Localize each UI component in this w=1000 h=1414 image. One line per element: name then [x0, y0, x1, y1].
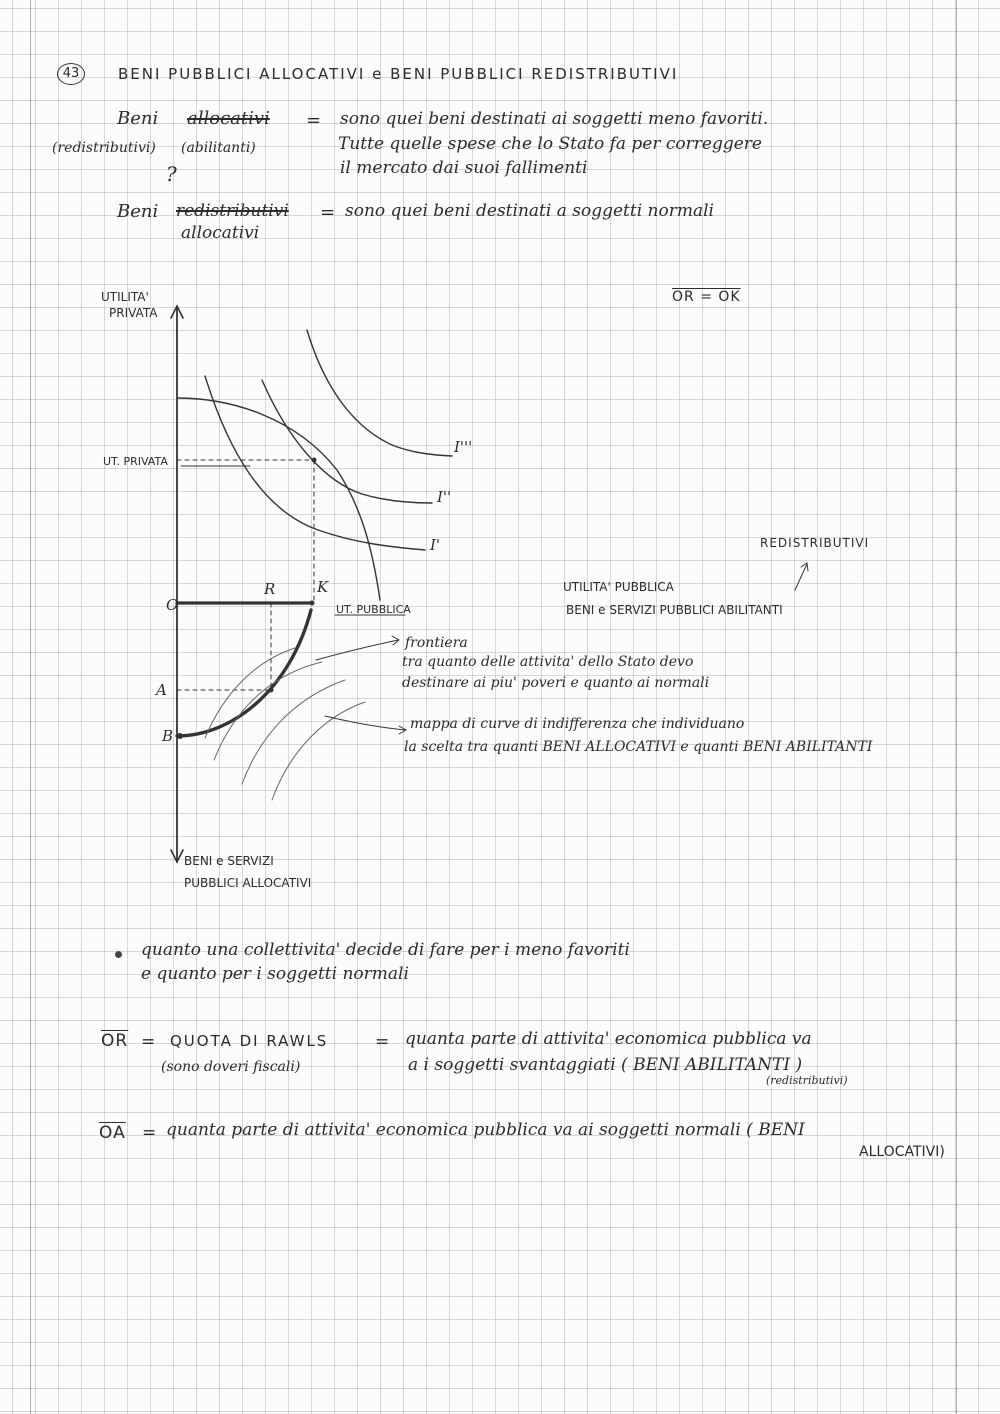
redistributivi-label: REDISTRIBUTIVI: [760, 536, 870, 550]
oa-text-1: quanta parte di attivita' economica pubblica va ai soggetti normali ( BENI: [166, 1120, 805, 1140]
def1-question-mark: ?: [166, 162, 177, 186]
curve-2-label: I'': [437, 488, 452, 506]
def1-crossed-word: allocativi: [187, 108, 270, 129]
mappa-arrow: [325, 716, 405, 730]
def1-label-right: (abilitanti): [181, 140, 256, 156]
or-text-1: quanta parte di attivita' economica pubblica va: [405, 1029, 812, 1049]
def1-term: Beni: [117, 108, 159, 129]
indifference-curve-3: [307, 330, 452, 456]
def2-equals: =: [320, 202, 336, 223]
point-b-dot: [177, 733, 183, 739]
def2-line-1: sono quei beni destinati a soggetti normali: [345, 201, 714, 221]
def1-line-3: il mercato dai suoi fallimenti: [340, 158, 588, 178]
tangency-point: [312, 458, 317, 463]
mappa-line-1: mappa di curve di indifferenza che individuano: [410, 716, 745, 732]
or-equals-2: =: [375, 1032, 390, 1052]
point-r-label: R: [264, 580, 276, 598]
page-title: BENI PUBBLICI ALLOCATIVI e BENI PUBBLICI REDISTRIBUTIVI: [118, 65, 679, 83]
def2-term: Beni: [117, 201, 159, 222]
or-text-2: a i soggetti svantaggiati ( BENI ABILITANTI ): [408, 1055, 803, 1075]
frontiera-line-2: tra quanto delle attivita' dello Stato devo: [402, 654, 694, 670]
right-axis-label-1: UTILITA' PUBBLICA: [563, 580, 674, 594]
production-frontier: [177, 398, 380, 600]
lower-indifference-1: [205, 648, 295, 738]
right-axis-label-2: BENI e SERVIZI PUBBLICI ABILITANTI: [566, 603, 783, 617]
bullet-dot: [115, 951, 122, 958]
or-symbol: [101, 1033, 128, 1050]
bullet-line-1: quanto una collettivita' decide di fare per i meno favoriti: [141, 940, 630, 960]
redistributivi-arrow: [795, 564, 807, 590]
page-number: 43: [57, 63, 85, 85]
or-quota: QUOTA DI RAWLS: [170, 1032, 329, 1050]
oa-symbol: [99, 1125, 126, 1142]
or-symbol-text: $\overline{OR}$: [101, 1031, 129, 1051]
point-b-label: B: [162, 727, 174, 745]
indifference-curve-2: [262, 380, 432, 503]
def1-equals: =: [306, 110, 322, 131]
oa-symbol-text: $\overline{OA}$: [99, 1123, 126, 1143]
def1-line-2: Tutte quelle spese che lo Stato fa per correggere: [338, 134, 762, 154]
or-note: (sono doveri fiscali): [161, 1059, 301, 1075]
lower-indifference-2: [214, 662, 322, 760]
lower-indifference-4: [272, 702, 365, 800]
curve-1-label: I': [430, 536, 441, 554]
origin-label: O: [166, 596, 179, 614]
point-k-label: K: [317, 578, 329, 596]
equation-label: [672, 290, 741, 304]
def2-line-2: allocativi: [181, 223, 260, 243]
mappa-line-2: la scelta tra quanti BENI ALLOCATIVI e quanti BENI ABILITANTI: [404, 739, 873, 755]
frontiera-line-3: destinare ai piu' poveri e quanto ai normali: [402, 675, 710, 691]
point-a-label: A: [156, 681, 167, 699]
point-a-dot: [269, 688, 274, 693]
frontiera-line-1: frontiera: [405, 635, 468, 651]
or-equals: =: [141, 1032, 156, 1052]
def2-crossed-word: redistributivi: [176, 201, 289, 221]
y-tick-label: UT. PRIVATA: [103, 455, 168, 468]
bullet-line-2: e quanto per i soggetti normali: [141, 964, 409, 984]
def1-label-left: (redistributivi): [52, 140, 156, 156]
oa-equals: =: [142, 1123, 157, 1143]
bottom-axis-label-2: PUBBLICI ALLOCATIVI: [184, 876, 312, 890]
bottom-axis-label-1: BENI e SERVIZI: [184, 854, 274, 868]
oa-text-2: ALLOCATIVI): [859, 1144, 945, 1160]
curve-3-label: I''': [454, 438, 473, 456]
def1-line-1: sono quei beni destinati ai soggetti meno favoriti.: [340, 109, 769, 129]
or-small-note: (redistributivi): [766, 1074, 848, 1087]
frontiera-arrow: [316, 640, 398, 660]
x-tick-label: UT. PUBBLICA: [336, 603, 411, 616]
y-axis-label-1: UTILITA': [101, 290, 149, 304]
y-axis-label-2: PRIVATA: [109, 306, 158, 320]
equation-text: OR = OK: [672, 289, 741, 305]
point-k-dot: [310, 601, 315, 606]
